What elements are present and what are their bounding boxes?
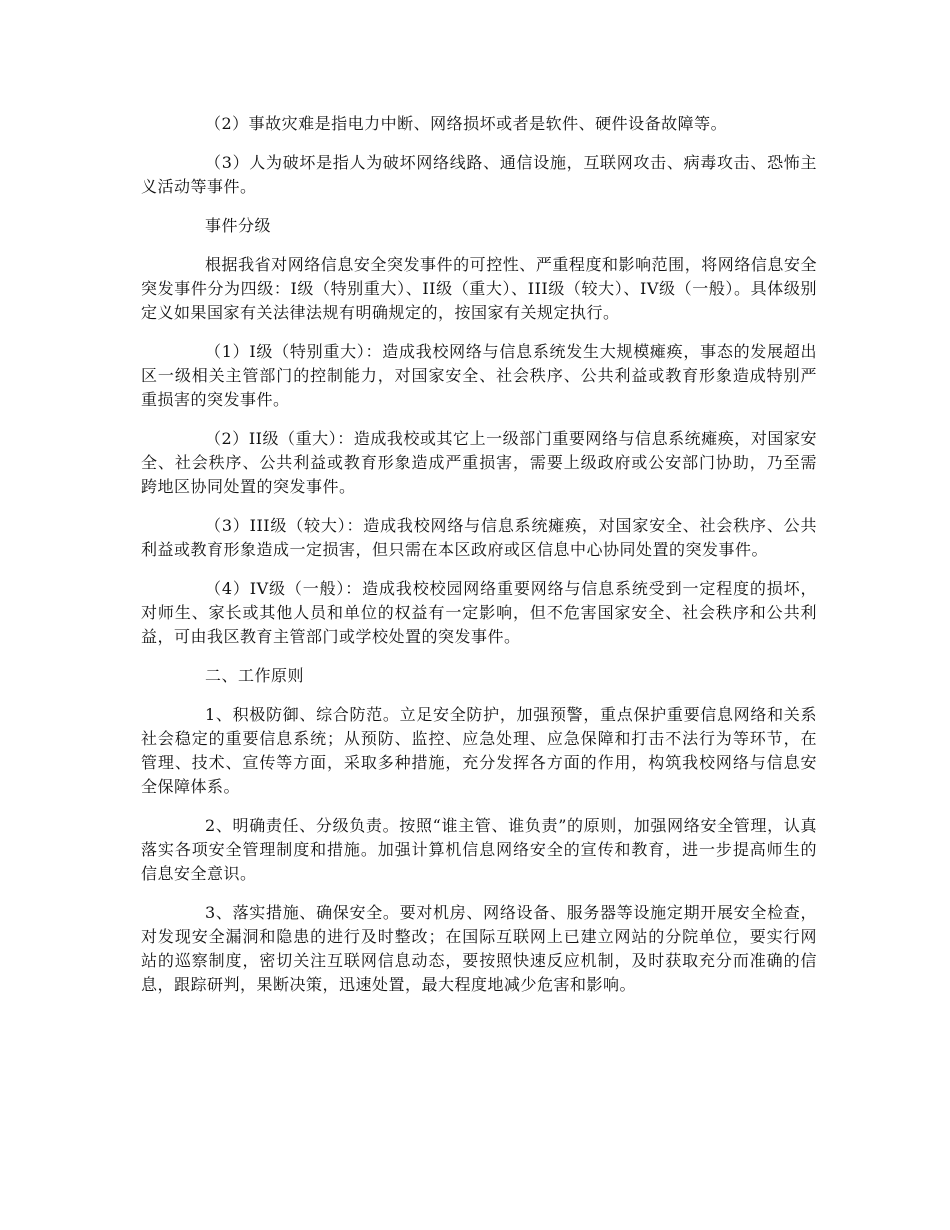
- paragraph-level-2: （2）II级（重大）：造成我校或其它上一级部门重要网络与信息系统瘫痪，对国家安全、社会秩序、公共利益或教育形象造成严重损害，需要上级政府或公安部门协助，乃至需跨地区协同处置的突发事件。: [141, 429, 817, 496]
- paragraph-level-1: （1）I级（特别重大）：造成我校网络与信息系统发生大规模瘫痪，事态的发展超出区一级相关主管部门的控制能力，对国家安全、社会秩序、公共利益或教育形象造成特别严重损害的突发事件。: [141, 342, 817, 409]
- paragraph-level-3: （3）III级（较大）：造成我校网络与信息系统瘫痪，对国家安全、社会秩序、公共利益或教育形象造成一定损害，但只需在本区政府或区信息中心协同处置的突发事件。: [141, 516, 817, 559]
- paragraph-grading-overview: 根据我省对网络信息安全突发事件的可控性、严重程度和影响范围，将网络信息安全突发事件分为四级：I级（特别重大）、II级（重大）、III级（较大）、IV级（一般）。具体级别定义如果国家有关法律法规有明确规定的，按国家有关规定执行。: [141, 255, 817, 322]
- paragraph-level-4: （4）IV级（一般）：造成我校校园网络重要网络与信息系统受到一定程度的损坏，对师生、家长或其他人员和单位的权益有一定影响，但不危害国家安全、社会秩序和公共利益，可由我区教育主管部门或学校处置的突发事件。: [141, 579, 817, 646]
- paragraph-principle-1: 1、积极防御、综合防范。立足安全防护，加强预警，重点保护重要信息网络和关系社会稳定的重要信息系统；从预防、监控、应急处理、应急保障和打击不法行为等环节，在管理、技术、宣传等方面，采取多种措施，充分发挥各方面的作用，构筑我校网络与信息安全保障体系。: [141, 705, 817, 796]
- paragraph-accident-disaster: （2）事故灾难是指电力中断、网络损坏或者是软件、硬件设备故障等。: [205, 114, 728, 133]
- section-heading-work-principles: 二、工作原则: [205, 666, 305, 685]
- paragraph-human-sabotage: （3）人为破坏是指人为破坏网络线路、通信设施，互联网攻击、病毒攻击、恐怖主义活动等事件。: [141, 153, 817, 196]
- document-page: [141, 112, 817, 1012]
- paragraph-principle-2: 2、明确责任、分级负责。按照“谁主管、谁负责”的原则，加强网络安全管理，认真落实各项安全管理制度和措施。加强计算机信息网络安全的宣传和教育，进一步提高师生的信息安全意识。: [141, 816, 817, 883]
- paragraph-principle-3: 3、落实措施、确保安全。要对机房、网络设备、服务器等设施定期开展安全检查，对发现安全漏洞和隐患的进行及时整改；在国际互联网上已建立网站的分院单位，要实行网站的巡察制度，密切关注互联网信息动态，要按照快速反应机制，及时获取充分而准确的信息，跟踪研判，果断决策，迅速处置，最大程度地减少危害和影响。: [141, 903, 817, 994]
- section-heading-event-grading: 事件分级: [205, 216, 272, 235]
